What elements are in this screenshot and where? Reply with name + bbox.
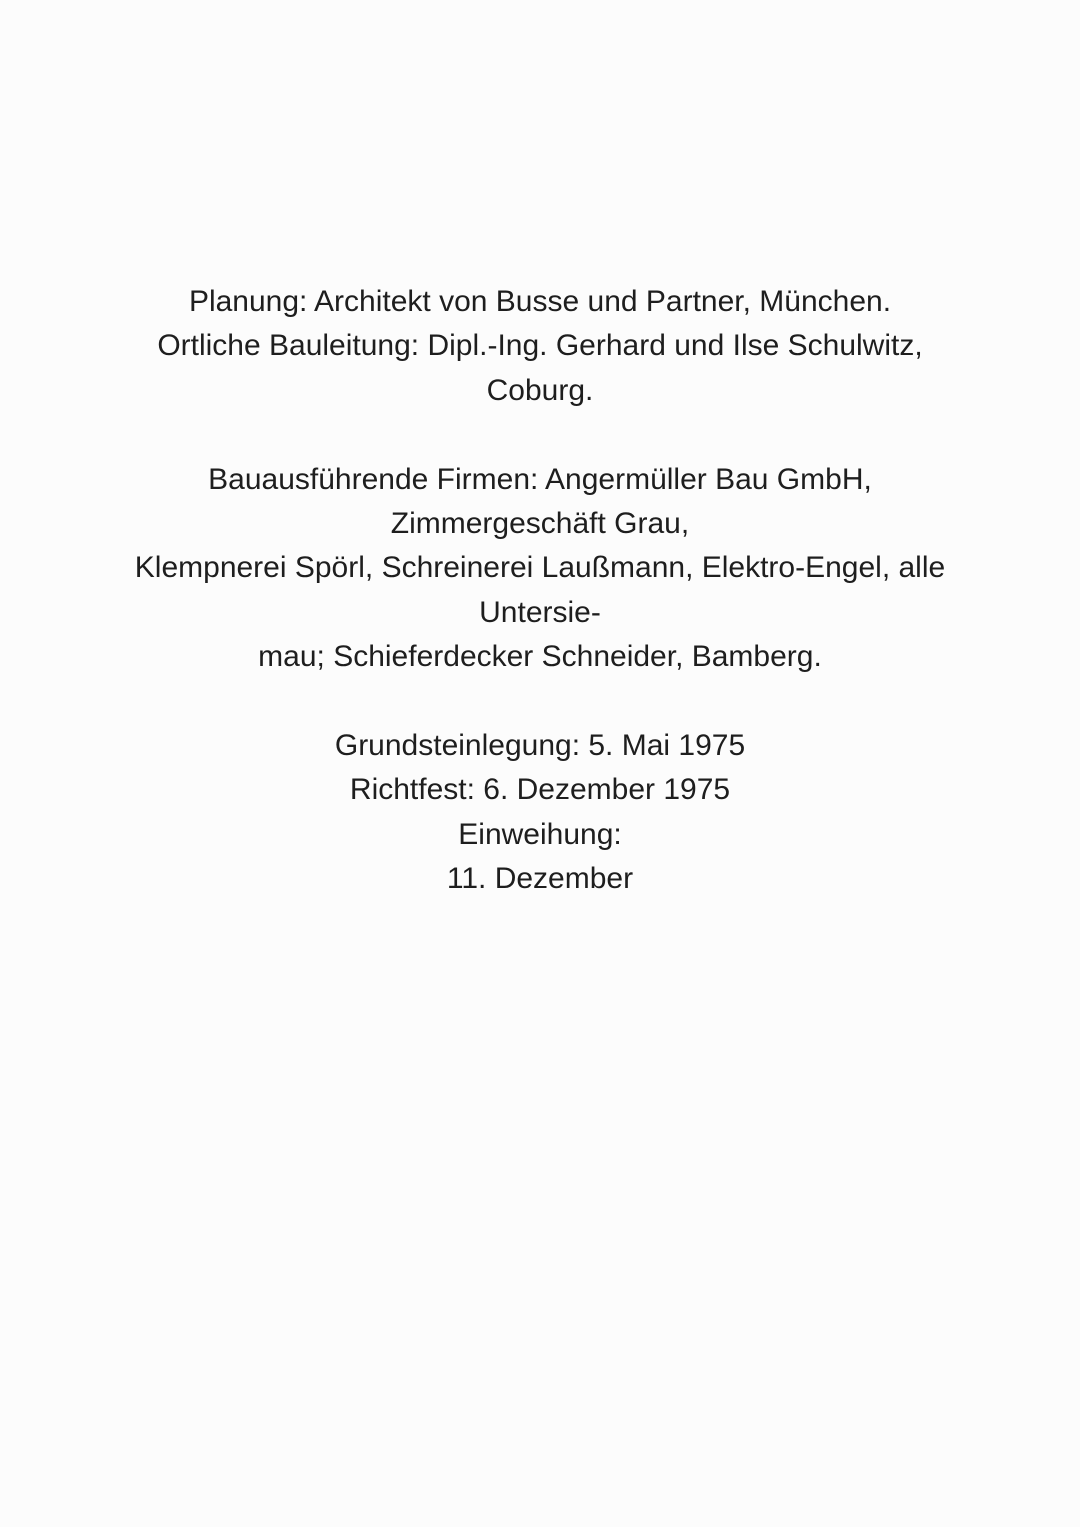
text-line: Grundsteinlegung: 5. Mai 1975 — [334, 729, 746, 763]
text-line: Klempnerei Spörl, Schreinerei Laußmann, Elektro-Engel, alle — [134, 551, 946, 585]
text-line: Bauausführende Firmen: Angermüller Bau GmbH, — [208, 462, 872, 496]
dates-paragraph — [60, 724, 1020, 902]
text-line: Ortliche Bauleitung: Dipl.-Ing. Gerhard und Ilse Schulwitz, — [157, 329, 923, 363]
text-line: Richtfest: 6. Dezember 1975 — [349, 773, 731, 807]
text-line: Planung: Architekt von Busse und Partner, München. — [188, 285, 892, 318]
text-line: 11. Dezember — [446, 862, 634, 896]
document-body — [60, 280, 1020, 902]
text-line: mau; Schieferdecker Schneider, Bamberg. — [258, 640, 822, 674]
text-line: Coburg. — [486, 373, 594, 407]
text-line: Zimmergeschäft Grau, — [390, 507, 690, 541]
contractors-paragraph — [60, 458, 1020, 680]
text-line: Einweihung: — [458, 817, 622, 851]
text-line: Untersie- — [479, 595, 601, 629]
planning-paragraph — [60, 280, 1020, 413]
